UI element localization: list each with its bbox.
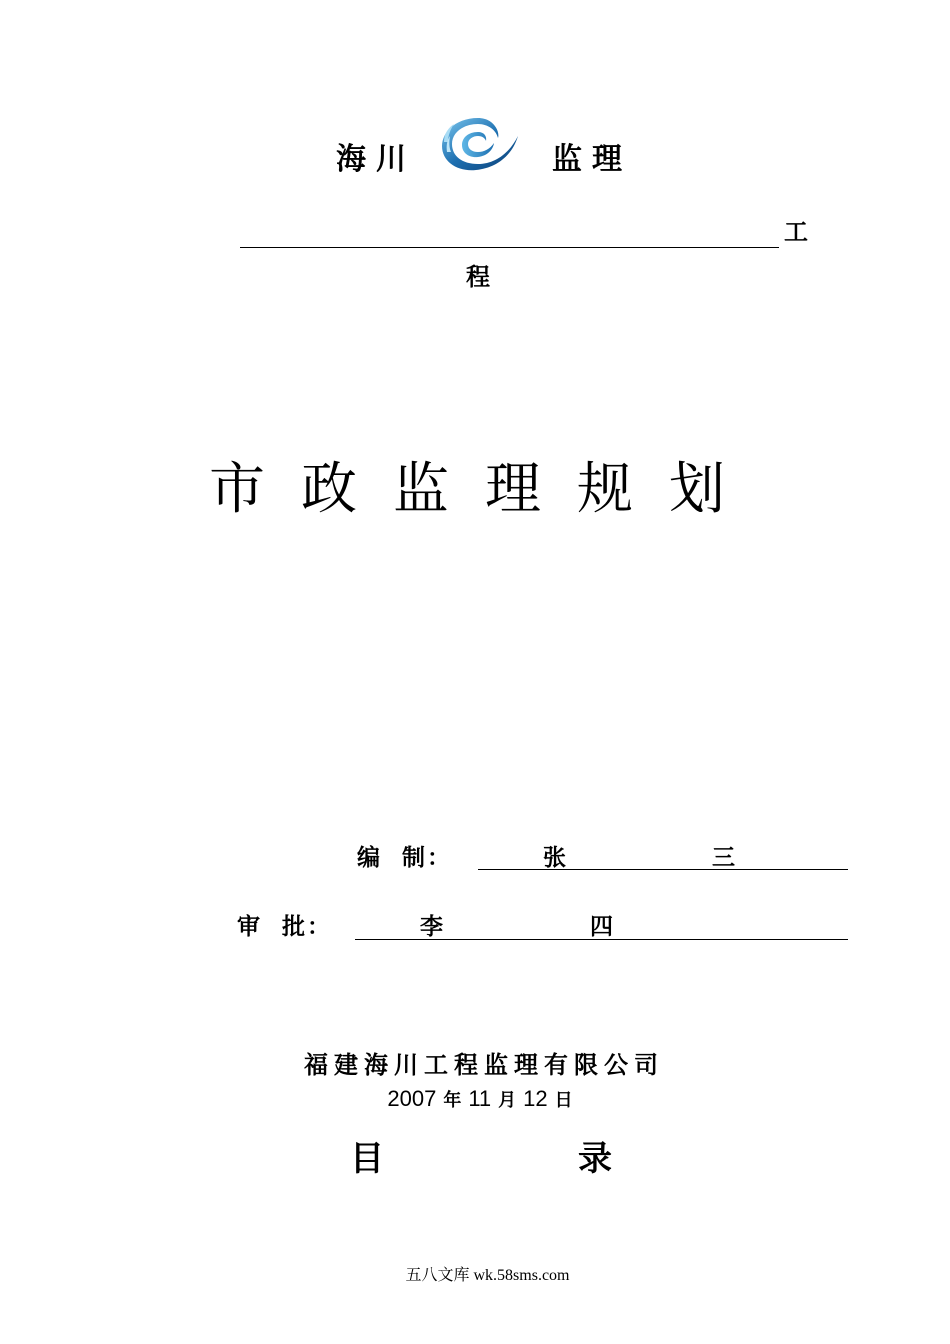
brand-name-left: 海川	[336, 142, 416, 177]
date-year: 2007	[387, 1086, 437, 1111]
approver-name-first: 李	[420, 913, 443, 940]
approver-name-second: 四	[590, 913, 613, 940]
brand-name-right: 监理	[552, 142, 632, 177]
swirl-logo-icon	[438, 112, 522, 176]
compiler-name-second: 三	[712, 844, 735, 871]
date-year-unit: 年	[443, 1090, 462, 1111]
date-day: 12	[523, 1086, 548, 1111]
watermark-footer: 五八文库 wk.58sms.com	[405, 1267, 570, 1284]
project-name-blank-line	[240, 247, 779, 248]
company-name: 福建海川工程监理有限公司	[304, 1050, 664, 1079]
compiler-underline	[478, 869, 848, 870]
toc-heading-char-1: 目	[350, 1139, 384, 1179]
approver-label: 审 批：	[237, 913, 333, 940]
date-month-unit: 月	[498, 1090, 517, 1111]
date-month: 11	[468, 1086, 492, 1111]
compiler-label: 编 制：	[357, 844, 453, 871]
toc-heading-char-2: 录	[578, 1139, 612, 1179]
document-title: 市政监理规划	[209, 457, 761, 522]
date-day-unit: 日	[554, 1090, 573, 1111]
document-date	[0, 1088, 950, 1111]
project-suffix-char-1: 工	[784, 217, 808, 246]
project-suffix-char-2: 程	[466, 262, 490, 291]
compiler-name-first: 张	[543, 844, 566, 871]
